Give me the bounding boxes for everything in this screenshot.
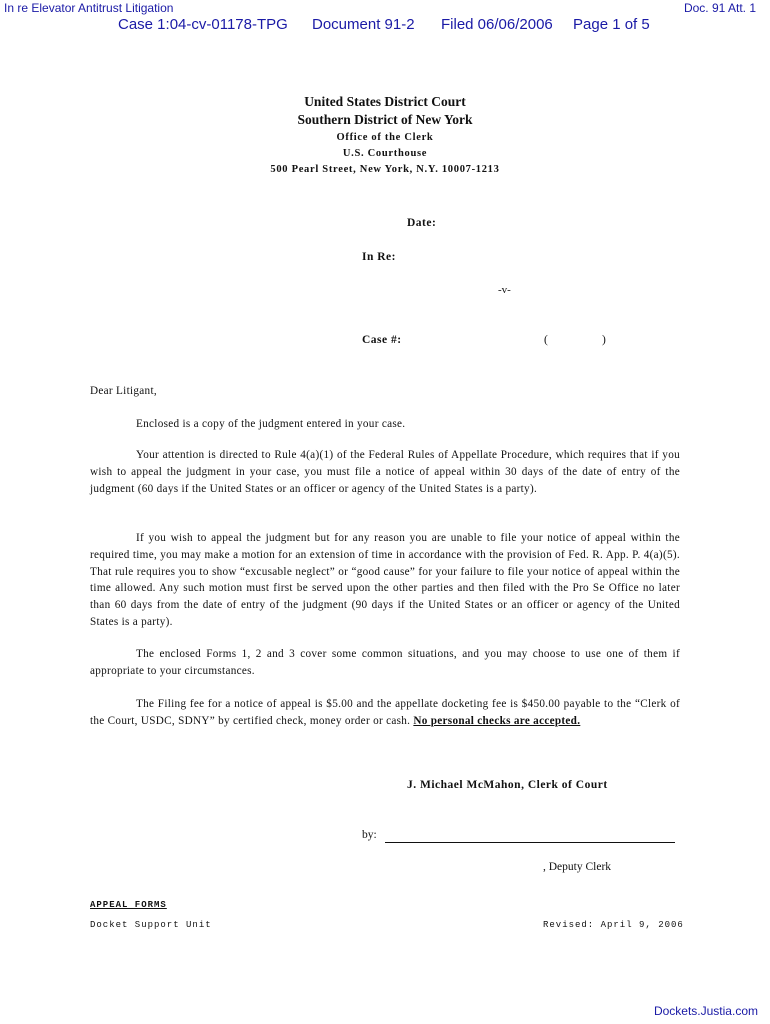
letter-paragraph-1 [90,416,680,433]
letter-paragraph-4 [90,646,680,680]
paragraph-text: The enclosed Forms 1, 2 and 3 cover some common situations, and you may choose to use one of them if appropriate to your circumstances. [90,648,680,677]
paragraph-text: If you wish to appeal the judgment but for any reason you are unable to file your notice of appeal within the required time, you may make a motion for an extension of time in accordance with the provision of Fed. R. App. P. 4(a)(5). That rule requires you to show “excusable neglect” or “good cause” for your failure to file your notice of appeal within the time allowed. Any such motion must first be served upon the other parties and then filed with the Pro Se Office no later than 60 days from the date of entry of the judgment (90 days if the United States or an officer or agency of the United States is a party). [90,532,680,628]
paragraph-text: Enclosed is a copy of the judgment entered in your case. [136,418,406,430]
signature-line [385,842,675,843]
appeal-forms-heading: APPEAL FORMS [90,900,167,910]
office-name: Office of the Clerk [336,132,434,143]
doc-reference-link[interactable]: Doc. 91 Att. 1 [683,1,756,15]
courthouse-name: U.S. Courthouse [342,148,428,159]
docket-support-unit: Docket Support Unit [90,920,212,930]
revised-date: Revised: April 9, 2006 [543,920,684,930]
justia-link[interactable]: Dockets.Justia.com [653,1004,758,1018]
court-name: United States District Court [304,94,466,109]
page-count-stamp: Page 1 of 5 [573,16,650,33]
clerk-signature-name: J. Michael McMahon, Clerk of Court [407,779,608,791]
case-title-link[interactable]: In re Elevator Antitrust Litigation [4,1,174,15]
case-paren-open: ( [544,334,548,346]
document-number-stamp: Document 91-2 [312,16,415,33]
letter-paragraph-2 [90,447,680,497]
court-address: 500 Pearl Street, New York, N.Y. 10007-1213 [270,164,500,175]
case-number-label: Case #: [362,334,402,346]
fee-text: The Filing fee for a notice of appeal is $5.00 and the appellate docketing fee is $450.00 payable to the “Clerk of the Court, USDC, SDNY” by certified check, money order or cash. [90,698,680,727]
letter-paragraph-5 [90,696,680,730]
no-personal-checks-notice: No personal checks are accepted. [413,714,581,727]
date-label: Date: [407,217,437,229]
in-re-label: In Re: [362,251,396,263]
by-label: by: [362,829,377,841]
salutation: Dear Litigant, [90,385,157,397]
case-number-stamp: Case 1:04-cv-01178-TPG [118,16,288,33]
letter-paragraph-3 [90,530,680,631]
versus-label: -v- [498,284,511,296]
filed-date-stamp: Filed 06/06/2006 [441,16,553,33]
case-paren-close: ) [602,334,606,346]
paragraph-text: Your attention is directed to Rule 4(a)(1) of the Federal Rules of Appellate Procedure, which requires that if you wish to appeal the judgment in your case, you must file a notice of appeal within 30 days of the date of entry of the judgment (60 days if the United States or an officer or agency of the United States is a party). [90,449,680,495]
deputy-clerk-label: , Deputy Clerk [543,861,612,873]
district-name: Southern District of New York [297,112,473,127]
